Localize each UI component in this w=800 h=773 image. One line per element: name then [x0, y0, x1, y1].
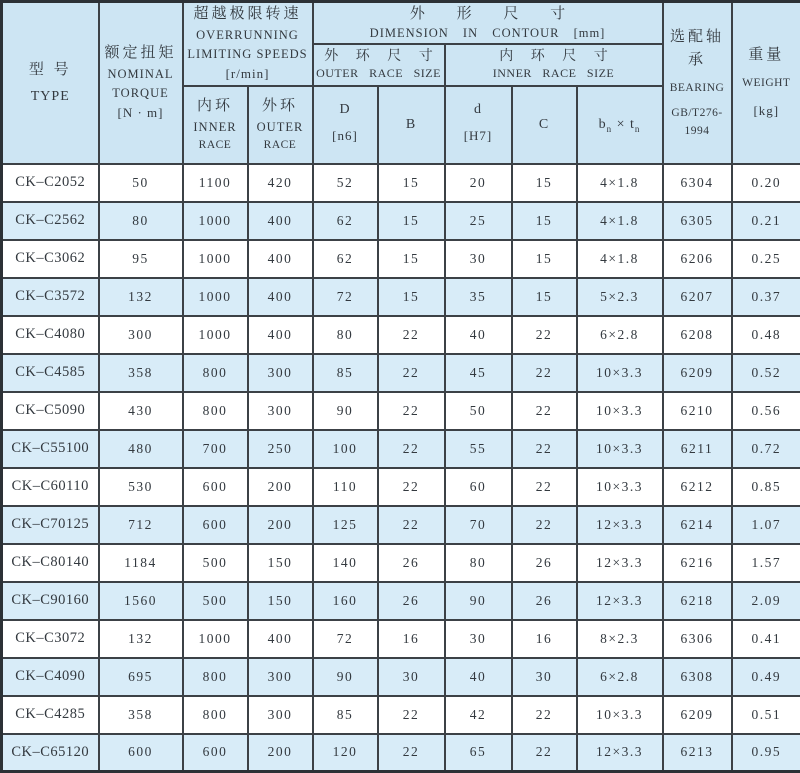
- cell-type: CK–C70125: [2, 506, 99, 544]
- cell-d: 40: [445, 658, 512, 696]
- cell-weight: 0.95: [732, 734, 800, 772]
- cell-C: 22: [512, 430, 577, 468]
- table-row: [2, 164, 800, 202]
- cell-B: 16: [378, 620, 445, 658]
- cell-C: 22: [512, 506, 577, 544]
- cell-inner-race-speed: 500: [183, 544, 248, 582]
- cell-outer-race-speed: 400: [248, 278, 313, 316]
- col-header-type: [2, 2, 99, 164]
- cell-inner-race-speed: 1000: [183, 316, 248, 354]
- cell-outer-race-speed: 400: [248, 202, 313, 240]
- cell-d: 40: [445, 316, 512, 354]
- col-header-dimension: [313, 2, 663, 44]
- cell-inner-race-speed: 1000: [183, 202, 248, 240]
- cell-bearing: 6214: [663, 506, 732, 544]
- cell-b-x-t: 10×3.3: [577, 696, 663, 734]
- cell-D: 140: [313, 544, 378, 582]
- cell-b-x-t: 8×2.3: [577, 620, 663, 658]
- cell-B: 22: [378, 354, 445, 392]
- cell-bearing: 6206: [663, 240, 732, 278]
- table-row: [2, 316, 800, 354]
- table-body: [2, 164, 800, 772]
- cell-weight: 0.21: [732, 202, 800, 240]
- cell-inner-race-speed: 1000: [183, 278, 248, 316]
- cell-torque: 132: [99, 278, 183, 316]
- cell-D: 62: [313, 240, 378, 278]
- col-header-C: [512, 86, 577, 164]
- cell-D: 125: [313, 506, 378, 544]
- cell-C: 15: [512, 202, 577, 240]
- cell-C: 15: [512, 164, 577, 202]
- torque-label-en1: NOMINAL: [102, 65, 180, 84]
- cell-B: 22: [378, 392, 445, 430]
- cell-outer-race-speed: 250: [248, 430, 313, 468]
- cell-type: CK–C60110: [2, 468, 99, 506]
- cell-type: CK–C4585: [2, 354, 99, 392]
- cell-C: 26: [512, 582, 577, 620]
- speeds-label-zh: 超越极限转速: [186, 3, 310, 26]
- col-header-b-x-t: [577, 86, 663, 164]
- cell-inner-race-speed: 600: [183, 734, 248, 772]
- cell-B: 22: [378, 734, 445, 772]
- col-header-inner-race-size: [445, 44, 663, 86]
- speeds-unit: [r/min]: [186, 64, 310, 85]
- cell-D: 120: [313, 734, 378, 772]
- cell-weight: 1.07: [732, 506, 800, 544]
- col-header-outer-race-speed: [248, 86, 313, 164]
- cell-d: 45: [445, 354, 512, 392]
- cell-torque: 80: [99, 202, 183, 240]
- cell-outer-race-speed: 300: [248, 658, 313, 696]
- weight-label-en: WEIGHT: [735, 75, 799, 92]
- B-label: B: [381, 117, 442, 133]
- cell-outer-race-speed: 300: [248, 354, 313, 392]
- weight-label-zh: 重量: [735, 44, 799, 67]
- cell-C: 26: [512, 544, 577, 582]
- outer-race-label-en2: RACE: [251, 137, 310, 154]
- cell-outer-race-speed: 400: [248, 240, 313, 278]
- cell-d: 50: [445, 392, 512, 430]
- cell-bearing: 6211: [663, 430, 732, 468]
- cell-d: 55: [445, 430, 512, 468]
- cell-type: CK–C4090: [2, 658, 99, 696]
- C-label: C: [515, 117, 574, 133]
- cell-inner-race-speed: 800: [183, 354, 248, 392]
- cell-type: CK–C2562: [2, 202, 99, 240]
- table-row: [2, 582, 800, 620]
- cell-inner-race-speed: 1000: [183, 240, 248, 278]
- d-label: d: [448, 102, 509, 118]
- table-row: [2, 506, 800, 544]
- bt-label: $b_n \times t_n$: [599, 117, 641, 132]
- cell-type: CK–C4285: [2, 696, 99, 734]
- cell-outer-race-speed: 300: [248, 696, 313, 734]
- cell-B: 15: [378, 164, 445, 202]
- cell-B: 22: [378, 430, 445, 468]
- cell-torque: 530: [99, 468, 183, 506]
- cell-bearing: 6305: [663, 202, 732, 240]
- bearing-label-en: BEARING: [666, 80, 729, 97]
- cell-B: 22: [378, 506, 445, 544]
- cell-b-x-t: 6×2.8: [577, 658, 663, 696]
- cell-weight: 0.48: [732, 316, 800, 354]
- torque-unit: [N · m]: [102, 103, 180, 124]
- cell-d: 90: [445, 582, 512, 620]
- cell-outer-race-speed: 400: [248, 620, 313, 658]
- cell-outer-race-speed: 400: [248, 316, 313, 354]
- cell-torque: 95: [99, 240, 183, 278]
- outer-size-label-en: OUTER RACE SIZE: [316, 66, 442, 82]
- table-row: [2, 278, 800, 316]
- cell-bearing: 6308: [663, 658, 732, 696]
- col-header-outer-race-size: [313, 44, 445, 86]
- cell-C: 22: [512, 392, 577, 430]
- table-row: [2, 544, 800, 582]
- cell-torque: 712: [99, 506, 183, 544]
- cell-d: 30: [445, 620, 512, 658]
- cell-D: 160: [313, 582, 378, 620]
- cell-type: CK–C5090: [2, 392, 99, 430]
- speeds-label-en2: LIMITING SPEEDS: [186, 45, 310, 64]
- cell-inner-race-speed: 800: [183, 658, 248, 696]
- cell-type: CK–C65120: [2, 734, 99, 772]
- d-tolerance: [H7]: [448, 126, 509, 147]
- cell-outer-race-speed: 420: [248, 164, 313, 202]
- cell-bearing: 6212: [663, 468, 732, 506]
- cell-B: 15: [378, 278, 445, 316]
- cell-outer-race-speed: 150: [248, 544, 313, 582]
- table-row: [2, 392, 800, 430]
- cell-D: 72: [313, 620, 378, 658]
- cell-type: CK–C4080: [2, 316, 99, 354]
- cell-D: 100: [313, 430, 378, 468]
- cell-type: CK–C80140: [2, 544, 99, 582]
- cell-torque: 480: [99, 430, 183, 468]
- type-label-zh: 型 号: [5, 59, 96, 82]
- weight-unit: [kg]: [735, 101, 799, 122]
- cell-bearing: 6216: [663, 544, 732, 582]
- cell-D: 85: [313, 696, 378, 734]
- cell-d: 70: [445, 506, 512, 544]
- table-row: [2, 354, 800, 392]
- outer-race-label-en1: OUTER: [251, 118, 310, 137]
- table-row: [2, 620, 800, 658]
- cell-d: 35: [445, 278, 512, 316]
- cell-weight: 2.09: [732, 582, 800, 620]
- cell-C: 22: [512, 696, 577, 734]
- cell-d: 42: [445, 696, 512, 734]
- cell-outer-race-speed: 150: [248, 582, 313, 620]
- cell-torque: 1560: [99, 582, 183, 620]
- outer-size-label-zh: 外 环 尺 寸: [316, 48, 442, 66]
- cell-torque: 430: [99, 392, 183, 430]
- cell-D: 90: [313, 658, 378, 696]
- cell-torque: 50: [99, 164, 183, 202]
- cell-B: 26: [378, 582, 445, 620]
- cell-inner-race-speed: 700: [183, 430, 248, 468]
- cell-b-x-t: 4×1.8: [577, 202, 663, 240]
- cell-weight: 0.72: [732, 430, 800, 468]
- inner-size-label-zh: 内 环 尺 寸: [448, 48, 660, 66]
- cell-b-x-t: 4×1.8: [577, 240, 663, 278]
- cell-B: 22: [378, 468, 445, 506]
- cell-D: 90: [313, 392, 378, 430]
- cell-b-x-t: 12×3.3: [577, 506, 663, 544]
- cell-bearing: 6210: [663, 392, 732, 430]
- col-header-bearing: [663, 2, 732, 164]
- cell-bearing: 6207: [663, 278, 732, 316]
- cell-b-x-t: 10×3.3: [577, 392, 663, 430]
- cell-b-x-t: 12×3.3: [577, 734, 663, 772]
- cell-D: 62: [313, 202, 378, 240]
- inner-size-label-en: INNER RACE SIZE: [448, 66, 660, 82]
- cell-weight: 0.41: [732, 620, 800, 658]
- cell-type: CK–C90160: [2, 582, 99, 620]
- col-header-torque: [99, 2, 183, 164]
- cell-inner-race-speed: 600: [183, 468, 248, 506]
- cell-inner-race-speed: 1100: [183, 164, 248, 202]
- cell-b-x-t: 10×3.3: [577, 354, 663, 392]
- table-row: [2, 468, 800, 506]
- cell-inner-race-speed: 1000: [183, 620, 248, 658]
- cell-weight: 0.52: [732, 354, 800, 392]
- table-header: [2, 2, 800, 164]
- cell-C: 22: [512, 316, 577, 354]
- cell-weight: 0.56: [732, 392, 800, 430]
- table-row: [2, 658, 800, 696]
- cell-weight: 0.20: [732, 164, 800, 202]
- table-row: [2, 430, 800, 468]
- cell-C: 22: [512, 354, 577, 392]
- col-header-speeds: [183, 2, 313, 86]
- bearing-label-zh: 选配轴承: [666, 26, 729, 73]
- cell-bearing: 6209: [663, 696, 732, 734]
- cell-B: 22: [378, 316, 445, 354]
- cell-D: 110: [313, 468, 378, 506]
- cell-b-x-t: 10×3.3: [577, 430, 663, 468]
- cell-B: 30: [378, 658, 445, 696]
- col-header-inner-race-speed: [183, 86, 248, 164]
- table-row: [2, 734, 800, 772]
- cell-b-x-t: 12×3.3: [577, 582, 663, 620]
- cell-type: CK–C55100: [2, 430, 99, 468]
- cell-inner-race-speed: 600: [183, 506, 248, 544]
- cell-bearing: 6213: [663, 734, 732, 772]
- dimension-label-en: DIMENSION IN CONTOUR [mm]: [316, 25, 660, 41]
- cell-d: 25: [445, 202, 512, 240]
- cell-outer-race-speed: 200: [248, 468, 313, 506]
- outer-race-label-zh: 外环: [251, 95, 310, 118]
- cell-C: 15: [512, 240, 577, 278]
- cell-inner-race-speed: 800: [183, 392, 248, 430]
- cell-torque: 695: [99, 658, 183, 696]
- inner-race-label-en2: RACE: [186, 137, 245, 154]
- cell-weight: 0.37: [732, 278, 800, 316]
- cell-weight: 0.49: [732, 658, 800, 696]
- cell-d: 80: [445, 544, 512, 582]
- cell-b-x-t: 12×3.3: [577, 544, 663, 582]
- cell-b-x-t: 4×1.8: [577, 164, 663, 202]
- cell-inner-race-speed: 800: [183, 696, 248, 734]
- dimension-label-zh: 外 形 尺 寸: [316, 4, 660, 25]
- cell-torque: 600: [99, 734, 183, 772]
- cell-D: 85: [313, 354, 378, 392]
- cell-b-x-t: 6×2.8: [577, 316, 663, 354]
- cell-C: 22: [512, 734, 577, 772]
- torque-label-en2: TORQUE: [102, 84, 180, 103]
- cell-torque: 300: [99, 316, 183, 354]
- cell-bearing: 6218: [663, 582, 732, 620]
- cell-weight: 0.85: [732, 468, 800, 506]
- cell-weight: 1.57: [732, 544, 800, 582]
- inner-race-label-zh: 内环: [186, 95, 245, 118]
- cell-D: 52: [313, 164, 378, 202]
- cell-bearing: 6306: [663, 620, 732, 658]
- col-header-D: [313, 86, 378, 164]
- cell-C: 22: [512, 468, 577, 506]
- cell-C: 30: [512, 658, 577, 696]
- cell-C: 16: [512, 620, 577, 658]
- cell-outer-race-speed: 200: [248, 734, 313, 772]
- torque-label-zh: 额定扭矩: [102, 42, 180, 65]
- col-header-d: [445, 86, 512, 164]
- col-header-B: [378, 86, 445, 164]
- D-tolerance: [n6]: [316, 126, 375, 147]
- cell-torque: 358: [99, 354, 183, 392]
- table-row: [2, 202, 800, 240]
- cell-type: CK–C2052: [2, 164, 99, 202]
- cell-d: 30: [445, 240, 512, 278]
- cell-d: 65: [445, 734, 512, 772]
- cell-b-x-t: 10×3.3: [577, 468, 663, 506]
- cell-D: 72: [313, 278, 378, 316]
- cell-B: 15: [378, 202, 445, 240]
- cell-d: 60: [445, 468, 512, 506]
- cell-type: CK–C3572: [2, 278, 99, 316]
- table-row: [2, 696, 800, 734]
- col-header-weight: [732, 2, 800, 164]
- table-row: [2, 240, 800, 278]
- cell-bearing: 6208: [663, 316, 732, 354]
- cell-d: 20: [445, 164, 512, 202]
- cell-weight: 0.51: [732, 696, 800, 734]
- cell-bearing: 6304: [663, 164, 732, 202]
- cell-bearing: 6209: [663, 354, 732, 392]
- cell-torque: 358: [99, 696, 183, 734]
- speeds-label-en1: OVERRUNNING: [186, 26, 310, 45]
- cell-b-x-t: 5×2.3: [577, 278, 663, 316]
- cell-inner-race-speed: 500: [183, 582, 248, 620]
- cell-C: 15: [512, 278, 577, 316]
- cell-torque: 132: [99, 620, 183, 658]
- type-label-en: TYPE: [5, 86, 96, 107]
- cell-B: 15: [378, 240, 445, 278]
- cell-type: CK–C3062: [2, 240, 99, 278]
- cell-outer-race-speed: 300: [248, 392, 313, 430]
- cell-outer-race-speed: 200: [248, 506, 313, 544]
- D-label: D: [316, 102, 375, 118]
- cell-torque: 1184: [99, 544, 183, 582]
- cell-weight: 0.25: [732, 240, 800, 278]
- cell-D: 80: [313, 316, 378, 354]
- cell-B: 22: [378, 696, 445, 734]
- cell-type: CK–C3072: [2, 620, 99, 658]
- inner-race-label-en1: INNER: [186, 118, 245, 137]
- cell-B: 26: [378, 544, 445, 582]
- bearing-standard: GB/T276-1994: [666, 105, 729, 140]
